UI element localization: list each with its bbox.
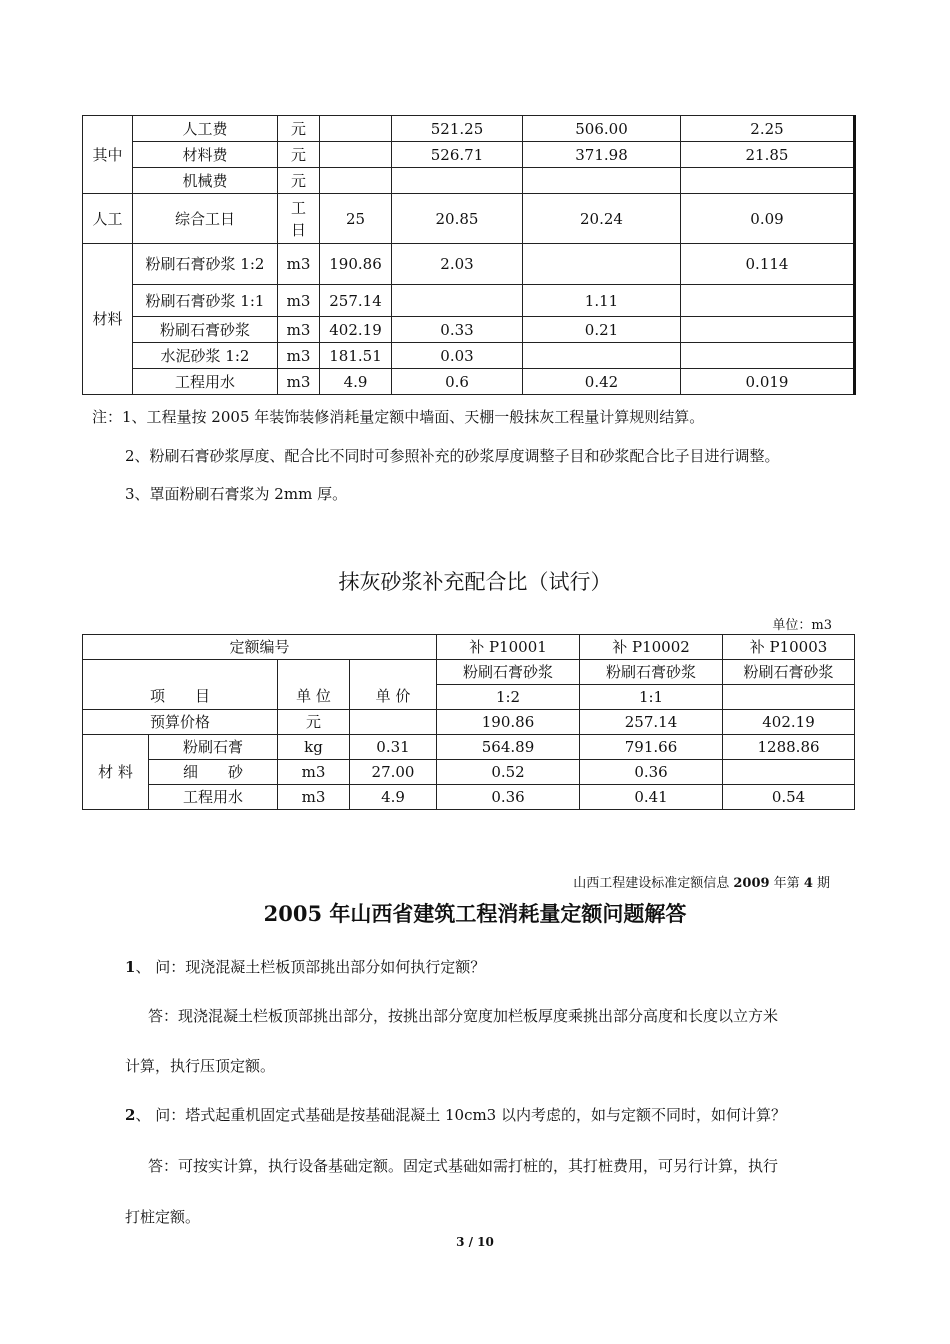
mix-ratio: 1:2 (437, 685, 580, 710)
value-cell: 506.00 (523, 116, 681, 142)
header-post: 期 (812, 876, 830, 891)
item-price (320, 116, 392, 142)
answer-2-cont: 打桩定额。 (125, 1208, 201, 1226)
item-unit: 元 (278, 116, 320, 142)
value-cell (523, 244, 681, 285)
value-cell: 402.19 (723, 710, 855, 735)
budget-label: 预算价格 (83, 710, 278, 735)
value-cell: 371.98 (523, 142, 681, 168)
table-row (83, 285, 855, 317)
section-title: 抹灰砂浆补充配合比（试行） (338, 570, 612, 594)
item-price (320, 142, 392, 168)
value-cell: 791.66 (580, 735, 723, 760)
mix-ratio-table (82, 634, 855, 810)
value-cell: 0.114 (681, 244, 855, 285)
value-cell (723, 760, 855, 785)
value-cell: 564.89 (437, 735, 580, 760)
table-row (83, 116, 855, 142)
header-year: 2009 (733, 876, 770, 891)
table-row (83, 760, 855, 785)
publication-header (573, 872, 830, 891)
item-name: 粉刷石膏砂浆 1:1 (133, 285, 278, 317)
question-number: 1 (125, 958, 136, 976)
unit-label: 单位：m3 (772, 618, 832, 633)
budget-unit: 元 (278, 710, 350, 735)
code-cell: 补 P10001 (437, 635, 580, 660)
material-unit: m3 (278, 785, 350, 810)
item-price: 257.14 (320, 285, 392, 317)
item-price: 25 (320, 194, 392, 244)
table-row (83, 710, 855, 735)
table-row (83, 660, 855, 685)
group-label: 材料 (83, 244, 133, 395)
mix-ratio (723, 685, 855, 710)
item-unit: m3 (278, 343, 320, 369)
table-row (83, 785, 855, 810)
mix-name: 粉刷石膏砂浆 (580, 660, 723, 685)
header-pre: 山西工程建设标准定额信息 (573, 876, 734, 891)
unit-top: 工 (290, 198, 306, 217)
consumption-table (82, 115, 856, 395)
item-unit: 元 (278, 168, 320, 194)
table-row (83, 343, 855, 369)
table-row (83, 735, 855, 760)
value-cell: 0.019 (681, 369, 855, 395)
value-cell: 0.6 (392, 369, 523, 395)
item-price (320, 168, 392, 194)
header-mid: 年第 (769, 876, 804, 891)
title-year: 2005 (263, 901, 323, 926)
item-unit: m3 (278, 285, 320, 317)
code-cell: 补 P10002 (580, 635, 723, 660)
material-name: 粉刷石膏 (149, 735, 278, 760)
unit-bottom: 日 (290, 220, 306, 239)
header-issue: 4 (803, 876, 813, 891)
item-unit (278, 194, 320, 244)
question-1 (125, 956, 485, 977)
value-cell: 0.03 (392, 343, 523, 369)
unit-header: 单 位 (278, 660, 350, 710)
answer-1-cont: 计算，执行压顶定额。 (125, 1057, 276, 1075)
item-unit: m3 (278, 369, 320, 395)
note-3: 3、罩面粉刷石膏浆为 2mm 厚。 (125, 485, 348, 503)
answer-2: 答：可按实计算，执行设备基础定额。固定式基础如需打桩的，其打桩费用，可另行计算，执行 (148, 1157, 779, 1175)
value-cell: 0.54 (723, 785, 855, 810)
value-cell (523, 343, 681, 369)
material-name: 细 砂 (149, 760, 278, 785)
material-unit: kg (278, 735, 350, 760)
value-cell: 0.09 (681, 194, 855, 244)
item-header: 项 目 (83, 660, 278, 710)
item-name: 人工费 (133, 116, 278, 142)
value-cell: 20.85 (392, 194, 523, 244)
value-cell: 0.52 (437, 760, 580, 785)
value-cell: 521.25 (392, 116, 523, 142)
value-cell: 190.86 (437, 710, 580, 735)
material-unit: m3 (278, 760, 350, 785)
material-name: 工程用水 (149, 785, 278, 810)
item-price: 181.51 (320, 343, 392, 369)
code-label: 定额编号 (83, 635, 437, 660)
item-name: 机械费 (133, 168, 278, 194)
table-row (83, 142, 855, 168)
budget-price (350, 710, 437, 735)
title-text: 年山西省建筑工程消耗量定额问题解答 (322, 901, 687, 926)
value-cell: 20.24 (523, 194, 681, 244)
value-cell: 526.71 (392, 142, 523, 168)
value-cell (523, 168, 681, 194)
answer-1: 答：现浇混凝土栏板顶部挑出部分，按挑出部分宽度加栏板厚度乘挑出部分高度和长度以立方米 (148, 1007, 779, 1025)
item-price: 190.86 (320, 244, 392, 285)
value-cell (681, 285, 855, 317)
value-cell: 0.36 (437, 785, 580, 810)
value-cell: 1288.86 (723, 735, 855, 760)
item-name: 材料费 (133, 142, 278, 168)
value-cell (392, 285, 523, 317)
item-name: 粉刷石膏砂浆 (133, 317, 278, 343)
material-price: 0.31 (350, 735, 437, 760)
item-name: 粉刷石膏砂浆 1:2 (133, 244, 278, 285)
material-price: 4.9 (350, 785, 437, 810)
table-row (83, 317, 855, 343)
question-2 (125, 1104, 786, 1125)
question-text: 、 问：现浇混凝土栏板顶部挑出部分如何执行定额？ (135, 958, 486, 976)
value-cell (681, 317, 855, 343)
table-row (83, 635, 855, 660)
mix-name: 粉刷石膏砂浆 (723, 660, 855, 685)
value-cell (392, 168, 523, 194)
item-price: 4.9 (320, 369, 392, 395)
value-cell: 0.36 (580, 760, 723, 785)
group-label: 人工 (83, 194, 133, 244)
mix-ratio: 1:1 (580, 685, 723, 710)
group-label: 材 料 (83, 735, 149, 810)
value-cell (681, 168, 855, 194)
table-row (83, 194, 855, 244)
note-2: 2、粉刷石膏砂浆厚度、配合比不同时可参照补充的砂浆厚度调整子目和砂浆配合比子目进行调整。 (125, 447, 780, 465)
table-row (83, 369, 855, 395)
item-name: 水泥砂浆 1:2 (133, 343, 278, 369)
material-price: 27.00 (350, 760, 437, 785)
item-name: 工程用水 (133, 369, 278, 395)
note-1: 注：1、工程量按 2005 年装饰装修消耗量定额中墙面、天棚一般抹灰工程量计算规则结算。 (92, 408, 705, 426)
question-number: 2 (125, 1106, 136, 1124)
item-unit: 元 (278, 142, 320, 168)
item-unit: m3 (278, 317, 320, 343)
question-text: 、 问：塔式起重机固定式基础是按基础混凝土 10cm3 以内考虑的，如与定额不同时，如何计算？ (135, 1106, 787, 1124)
value-cell: 0.41 (580, 785, 723, 810)
value-cell: 257.14 (580, 710, 723, 735)
code-cell: 补 P10003 (723, 635, 855, 660)
value-cell: 0.33 (392, 317, 523, 343)
value-cell: 0.42 (523, 369, 681, 395)
value-cell: 0.21 (523, 317, 681, 343)
item-name: 综合工日 (133, 194, 278, 244)
value-cell: 1.11 (523, 285, 681, 317)
price-header: 单 价 (350, 660, 437, 710)
item-unit: m3 (278, 244, 320, 285)
table-row (83, 168, 855, 194)
page-number: 3 / 10 (456, 1235, 494, 1249)
value-cell (681, 343, 855, 369)
group-label: 其中 (83, 116, 133, 194)
value-cell: 21.85 (681, 142, 855, 168)
value-cell: 2.03 (392, 244, 523, 285)
table-row (83, 244, 855, 285)
item-price: 402.19 (320, 317, 392, 343)
value-cell: 2.25 (681, 116, 855, 142)
mix-name: 粉刷石膏砂浆 (437, 660, 580, 685)
page-title (0, 898, 950, 928)
